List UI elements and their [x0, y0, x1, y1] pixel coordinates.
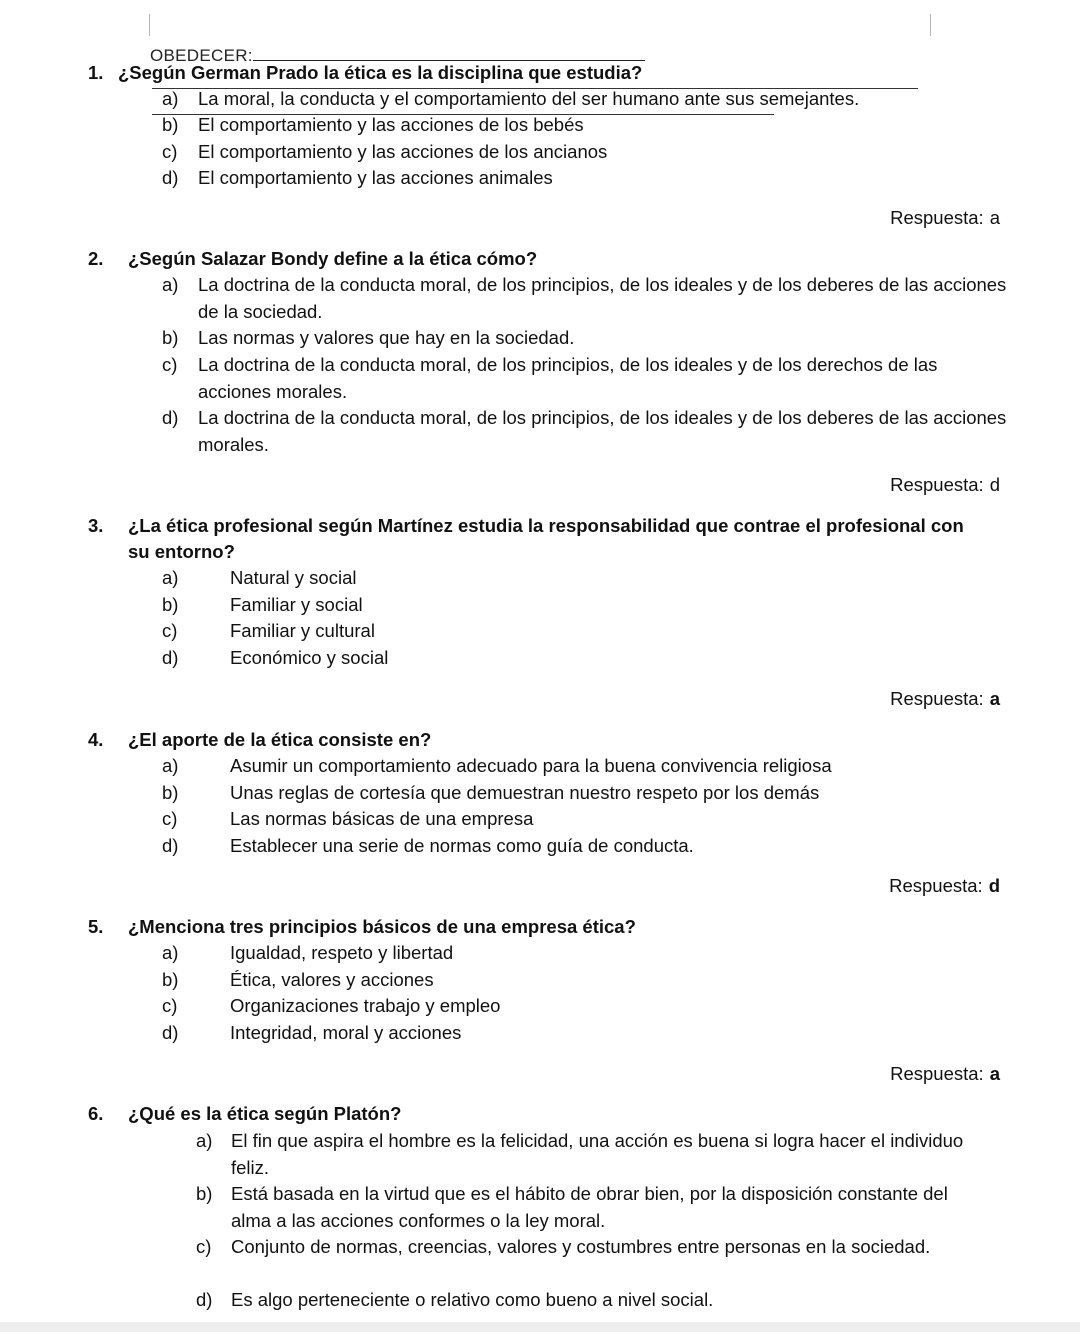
option-5c	[162, 993, 1002, 1020]
option-text: La doctrina de la conducta moral, de los principios, de los ideales y de los deberes de las acciones de la sociedad.	[198, 274, 1007, 322]
obedecer-label: OBEDECER:	[150, 46, 253, 65]
option-5a	[162, 940, 1002, 967]
option-text: Económico y social	[230, 647, 389, 668]
option-letter: b)	[196, 1183, 213, 1204]
option-text: Está basada en la virtud que es el hábito de obrar bien, por la disposición constante del alma a las acciones conformes o la ley moral.	[231, 1183, 948, 1231]
option-1b	[162, 112, 1002, 139]
answer-1	[890, 205, 1000, 231]
question-3	[88, 513, 968, 565]
question-number: 5.	[88, 916, 104, 937]
option-text: Ética, valores y acciones	[230, 969, 434, 990]
answer-value: a	[989, 1063, 1000, 1084]
question-text: ¿Menciona tres principios básicos de una empresa ética?	[128, 916, 636, 937]
option-letter: d)	[162, 167, 179, 188]
option-letter: a)	[162, 567, 179, 588]
option-1a	[162, 86, 1002, 113]
answer-5	[890, 1061, 1000, 1087]
question-number: 1.	[88, 62, 104, 83]
option-text: Organizaciones trabajo y empleo	[230, 995, 501, 1016]
option-letter: c)	[196, 1236, 212, 1257]
answer-value: a	[989, 207, 1000, 228]
option-text: La doctrina de la conducta moral, de los principios, de los ideales y de los deberes de las acciones morales.	[198, 407, 1007, 455]
answer-2	[890, 472, 1000, 498]
option-text: Conjunto de normas, creencias, valores y costumbres entre personas en la sociedad.	[231, 1236, 931, 1257]
option-letter: a)	[196, 1130, 213, 1151]
obedecer-blank-line	[253, 46, 645, 61]
option-6c	[196, 1234, 956, 1261]
option-4a	[162, 753, 1012, 780]
question-number: 2.	[88, 248, 104, 269]
option-4c	[162, 806, 1012, 833]
option-text: Unas reglas de cortesía que demuestran nuestro respeto por los demás	[230, 782, 820, 803]
option-5d	[162, 1020, 1002, 1047]
option-letter: b)	[162, 327, 179, 348]
option-3c	[162, 618, 1002, 645]
question-2	[88, 246, 988, 272]
option-letter: c)	[162, 620, 178, 641]
option-3b	[162, 592, 1002, 619]
question-number: 3.	[88, 515, 104, 536]
answer-label: Respuesta:	[890, 474, 984, 495]
answer-label: Respuesta:	[890, 207, 984, 228]
option-letter: d)	[196, 1289, 213, 1310]
answer-4	[889, 873, 1000, 899]
margin-mark-right	[930, 14, 931, 36]
option-letter: c)	[162, 354, 178, 375]
option-letter: b)	[162, 782, 179, 803]
option-letter: a)	[162, 942, 179, 963]
option-1c	[162, 139, 1002, 166]
question-4	[88, 727, 988, 753]
question-6	[88, 1101, 988, 1127]
option-letter: b)	[162, 969, 179, 990]
option-2c	[162, 352, 992, 405]
option-4b	[162, 780, 1012, 807]
question-text: ¿Según German Prado la ética es la disciplina que estudia?	[118, 62, 643, 83]
option-text: Natural y social	[230, 567, 357, 588]
option-text: Establecer una serie de normas como guía de conducta.	[230, 835, 694, 856]
option-3d	[162, 645, 1002, 672]
question-text: ¿Qué es la ética según Platón?	[128, 1103, 402, 1124]
option-letter: a)	[162, 755, 179, 776]
option-letter: c)	[162, 808, 178, 829]
option-text: Es algo perteneciente o relativo como bueno a nivel social.	[231, 1289, 714, 1310]
option-text: El fin que aspira el hombre es la felicidad, una acción es buena si logra hacer el individuo feliz.	[231, 1130, 964, 1178]
option-text: El comportamiento y las acciones de los ancianos	[198, 141, 608, 162]
option-5b	[162, 967, 1002, 994]
option-1d	[162, 165, 1002, 192]
option-text: Familiar y social	[230, 594, 363, 615]
option-text: Las normas básicas de una empresa	[230, 808, 534, 829]
option-text: Asumir un comportamiento adecuado para la buena convivencia religiosa	[230, 755, 832, 776]
answer-label: Respuesta:	[889, 875, 983, 896]
answer-3	[890, 686, 1000, 712]
question-number: 4.	[88, 729, 104, 750]
option-text: Las normas y valores que hay en la sociedad.	[198, 327, 575, 348]
answer-label: Respuesta:	[890, 1063, 984, 1084]
option-text: El comportamiento y las acciones animales	[198, 167, 553, 188]
option-letter: d)	[162, 835, 179, 856]
option-2b	[162, 325, 1008, 352]
question-text: ¿El aporte de la ética consiste en?	[128, 729, 432, 750]
question-text: ¿Según Salazar Bondy define a la ética cómo?	[128, 248, 538, 269]
question-number: 6.	[88, 1103, 104, 1124]
question-5	[88, 914, 988, 940]
option-text: Familiar y cultural	[230, 620, 375, 641]
option-letter: c)	[162, 141, 178, 162]
option-letter: d)	[162, 647, 179, 668]
option-text: La moral, la conducta y el comportamiento del ser humano ante sus semejantes.	[198, 88, 860, 109]
option-6d	[196, 1287, 986, 1314]
option-6a	[196, 1128, 986, 1181]
option-letter: d)	[162, 407, 179, 428]
option-letter: a)	[162, 88, 179, 109]
option-letter: c)	[162, 995, 178, 1016]
page-bottom-edge	[0, 1322, 1080, 1332]
answer-label: Respuesta:	[890, 688, 984, 709]
answer-value: a	[989, 688, 1000, 709]
margin-mark-left	[149, 14, 150, 36]
question-1	[88, 60, 988, 86]
option-4d	[162, 833, 1012, 860]
question-text: ¿La ética profesional según Martínez estudia la responsabilidad que contrae el profesional con su entorno?	[128, 515, 964, 562]
option-text: Igualdad, respeto y libertad	[230, 942, 454, 963]
option-2d	[162, 405, 1008, 458]
option-text: El comportamiento y las acciones de los bebés	[198, 114, 584, 135]
option-letter: b)	[162, 114, 179, 135]
option-text: Integridad, moral y acciones	[230, 1022, 462, 1043]
option-text: La doctrina de la conducta moral, de los principios, de los ideales y de los derechos de las acciones morales.	[198, 354, 938, 402]
answer-value: d	[988, 875, 1000, 896]
option-3a	[162, 565, 1002, 592]
option-6b	[196, 1181, 956, 1234]
option-letter: a)	[162, 274, 179, 295]
option-2a	[162, 272, 1008, 325]
option-letter: b)	[162, 594, 179, 615]
answer-value: d	[989, 474, 1000, 495]
option-letter: d)	[162, 1022, 179, 1043]
